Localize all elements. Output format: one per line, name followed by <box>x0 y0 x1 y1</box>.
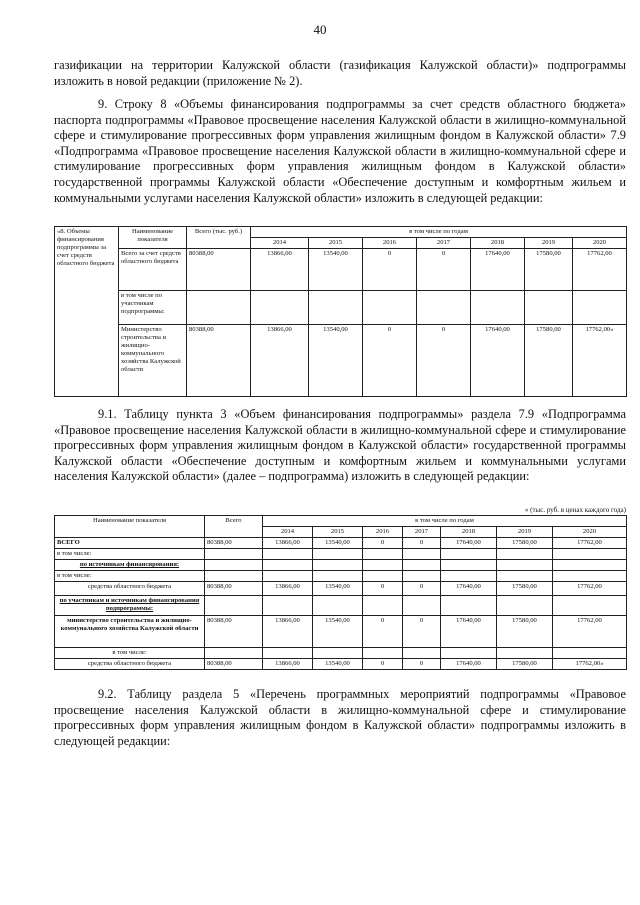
row-total <box>205 648 263 659</box>
cell-value: 13540,00 <box>313 582 363 596</box>
table-row <box>55 291 627 325</box>
row-label: в том числе: <box>55 648 205 659</box>
table-row <box>55 325 627 397</box>
cell-value: 0 <box>417 249 471 291</box>
cell-value <box>497 560 553 571</box>
cell-value <box>553 571 627 582</box>
cell-value: 17580,00 <box>497 659 553 670</box>
cell-value <box>313 648 363 659</box>
cell-value: 17580,00 <box>497 538 553 549</box>
row-total: 80388,00 <box>187 325 251 397</box>
cell-value <box>363 571 403 582</box>
table-row <box>55 249 627 291</box>
year-header: 2019 <box>497 527 553 538</box>
cell-value <box>497 571 553 582</box>
year-header: 2016 <box>363 527 403 538</box>
cell-value: 0 <box>403 538 441 549</box>
row-label: министерство строительства и жилищно-коммунального хозяйства Калужской области <box>55 616 205 648</box>
cell-value <box>553 560 627 571</box>
cell-value: 13866,00 <box>263 616 313 648</box>
cell-value: 0 <box>363 659 403 670</box>
row-label: Всего за счет средств областного бюджета <box>119 249 187 291</box>
year-header: 2015 <box>309 238 363 249</box>
page-number: 40 <box>313 22 327 37</box>
cell-value: 13540,00 <box>313 538 363 549</box>
cell-value <box>251 291 309 325</box>
cell-value: 0 <box>363 538 403 549</box>
year-header: 2014 <box>263 527 313 538</box>
row-total <box>187 291 251 325</box>
cell-value <box>313 549 363 560</box>
row-label: по источникам финансирования: <box>55 560 205 571</box>
cell-value: 13866,00 <box>263 659 313 670</box>
cell-value <box>309 291 363 325</box>
cell-value: 17640,00 <box>471 325 525 397</box>
cell-value <box>573 291 627 325</box>
cell-value: 17762,00 <box>553 616 627 648</box>
year-header: 2017 <box>403 527 441 538</box>
cell-value <box>403 549 441 560</box>
cell-value <box>263 560 313 571</box>
row-label: ВСЕГО <box>55 538 205 549</box>
table-row <box>55 549 627 560</box>
col-total: Всего (тыс. руб.) <box>187 227 251 249</box>
row-label: в том числе: <box>55 549 205 560</box>
year-header: 2015 <box>313 527 363 538</box>
cell-value <box>403 560 441 571</box>
cell-value: 13866,00 <box>251 325 309 397</box>
units-note: « (тыс. руб. в ценах каждого года) <box>524 506 626 514</box>
year-header: 2019 <box>525 238 573 249</box>
cell-value: 13866,00 <box>263 538 313 549</box>
cell-value <box>363 596 403 616</box>
table-row <box>55 582 627 596</box>
cell-value <box>441 549 497 560</box>
cell-value: 0 <box>417 325 471 397</box>
row-label: средства областного бюджета <box>55 659 205 670</box>
cell-value: 13540,00 <box>313 659 363 670</box>
cell-value <box>525 291 573 325</box>
year-header: 2016 <box>363 238 417 249</box>
row-label: Министерство строительства и жилищно-коммунального хозяйства Калужской области <box>119 325 187 397</box>
cell-value: 17640,00 <box>441 538 497 549</box>
subprogram-financing-table <box>54 515 627 670</box>
cell-value <box>363 291 417 325</box>
cell-value <box>263 549 313 560</box>
cell-value <box>403 648 441 659</box>
cell-value: 17580,00 <box>525 249 573 291</box>
cell-value <box>553 549 627 560</box>
cell-value <box>363 549 403 560</box>
cell-value <box>363 648 403 659</box>
row-label: по участникам и источникам финансирования подпрограммы: <box>55 596 205 616</box>
passport-financing-table <box>54 226 627 397</box>
item-9-2-paragraph: 9.2. Таблицу раздела 5 «Перечень программных мероприятий подпрограммы «Правовое просвещение населения Калужской области в жилищно-коммунальной сфере и стимулирование прогрессивных форм управления жилищным фондом в Калужской области» подпрограммы изложить в следующей редакции: <box>54 687 626 748</box>
cell-value: 0 <box>403 616 441 648</box>
cell-value <box>441 560 497 571</box>
cell-value: 13540,00 <box>309 249 363 291</box>
col-total: Всего <box>205 516 263 538</box>
cell-value: 17640,00 <box>441 582 497 596</box>
cell-value <box>553 648 627 659</box>
cell-value: 13866,00 <box>251 249 309 291</box>
row-total <box>205 596 263 616</box>
cell-value <box>417 291 471 325</box>
intro-paragraph: газификации на территории Калужской области (газификация Калужской области)» подпрограммы изложить в новой редакции (приложение № 2). <box>54 58 626 88</box>
cell-value: 17580,00 <box>525 325 573 397</box>
cell-value <box>441 571 497 582</box>
row-total: 80388,00 <box>205 616 263 648</box>
table-row <box>55 560 627 571</box>
cell-value <box>263 648 313 659</box>
row-total: 80388,00 <box>205 582 263 596</box>
cell-value <box>313 560 363 571</box>
item-9-1-paragraph: 9.1. Таблицу пункта 3 «Объем финансирования подпрограммы» раздела 7.9 «Подпрограмма «Правовое просвещение населения Калужской области в жилищно-коммунальной сфере и стимулирование прогрессивных форм управления жилищным фондом в Калужской области» государственной программы Калужской области «Обеспечение доступным и комфортным жильем и коммунальными услугами населения Калужской области» (далее – подпрограмма) изложить в следующей редакции: <box>54 407 626 484</box>
cell-value: 17580,00 <box>497 616 553 648</box>
table-row <box>55 596 627 616</box>
cell-value: 13866,00 <box>263 582 313 596</box>
cell-value <box>313 571 363 582</box>
table-row <box>55 571 627 582</box>
cell-value <box>403 571 441 582</box>
row-total <box>205 549 263 560</box>
cell-value: 17762,00 <box>573 249 627 291</box>
table-row <box>55 659 627 670</box>
cell-value: 0 <box>363 325 417 397</box>
year-header: 2020 <box>553 527 627 538</box>
row-label: в том числе: <box>55 571 205 582</box>
col-years-group: в том числе по годам <box>251 227 627 238</box>
cell-value <box>363 560 403 571</box>
cell-value <box>441 596 497 616</box>
row-label: в том числе по участникам подпрограммы: <box>119 291 187 325</box>
passport-row-label: «8. Объемы финансирования подпрограммы за счет средств областного бюджета <box>55 227 119 397</box>
item-9-paragraph: 9. Строку 8 «Объемы финансирования подпрограммы за счет средств областного бюджета» паспорта подпрограммы «Правовое просвещение населения Калужской области в жилищно-коммунальной сфере и стимулирование прогрессивных форм управления жилищным фондом в Калужской области» 7.9 «Подпрограмма «Правовое просвещение населения Калужской области в жилищно-коммунальной сфере и стимулирование прогрессивных форм управления жилищным фондом в Калужской области» государственной программы Калужской области «Обеспечение доступным и комфортным жильем и коммунальными услугами населения Калужской области» изложить в следующей редакции: <box>54 97 626 205</box>
cell-value <box>497 648 553 659</box>
cell-value <box>553 596 627 616</box>
row-label: средства областного бюджета <box>55 582 205 596</box>
year-header: 2017 <box>417 238 471 249</box>
cell-value <box>471 291 525 325</box>
row-total: 80388,00 <box>205 659 263 670</box>
row-total: 80388,00 <box>187 249 251 291</box>
year-header: 2018 <box>471 238 525 249</box>
cell-value: 17762,00 <box>553 538 627 549</box>
cell-value: 17640,00 <box>441 616 497 648</box>
row-total: 80388,00 <box>205 538 263 549</box>
cell-value <box>497 549 553 560</box>
cell-value: 0 <box>363 616 403 648</box>
cell-value <box>313 596 363 616</box>
cell-value: 17762,00» <box>573 325 627 397</box>
cell-value: 13540,00 <box>309 325 363 397</box>
table-row <box>55 648 627 659</box>
cell-value <box>441 648 497 659</box>
row-total <box>205 571 263 582</box>
cell-value: 0 <box>403 582 441 596</box>
year-header: 2014 <box>251 238 309 249</box>
year-header: 2018 <box>441 527 497 538</box>
cell-value: 17640,00 <box>441 659 497 670</box>
cell-value: 17762,00 <box>553 582 627 596</box>
cell-value <box>263 571 313 582</box>
cell-value <box>263 596 313 616</box>
row-total <box>205 560 263 571</box>
table-row <box>55 538 627 549</box>
col-indicator-name: Наименование показателя <box>119 227 187 249</box>
cell-value: 17762,00» <box>553 659 627 670</box>
col-years-group: в том числе по годам <box>263 516 627 527</box>
cell-value: 17640,00 <box>471 249 525 291</box>
cell-value: 0 <box>363 249 417 291</box>
year-header: 2020 <box>573 238 627 249</box>
col-indicator-name: Наименование показателя <box>55 516 205 538</box>
cell-value <box>403 596 441 616</box>
table-row <box>55 616 627 648</box>
cell-value: 0 <box>363 582 403 596</box>
cell-value: 0 <box>403 659 441 670</box>
cell-value <box>497 596 553 616</box>
cell-value: 17580,00 <box>497 582 553 596</box>
cell-value: 13540,00 <box>313 616 363 648</box>
